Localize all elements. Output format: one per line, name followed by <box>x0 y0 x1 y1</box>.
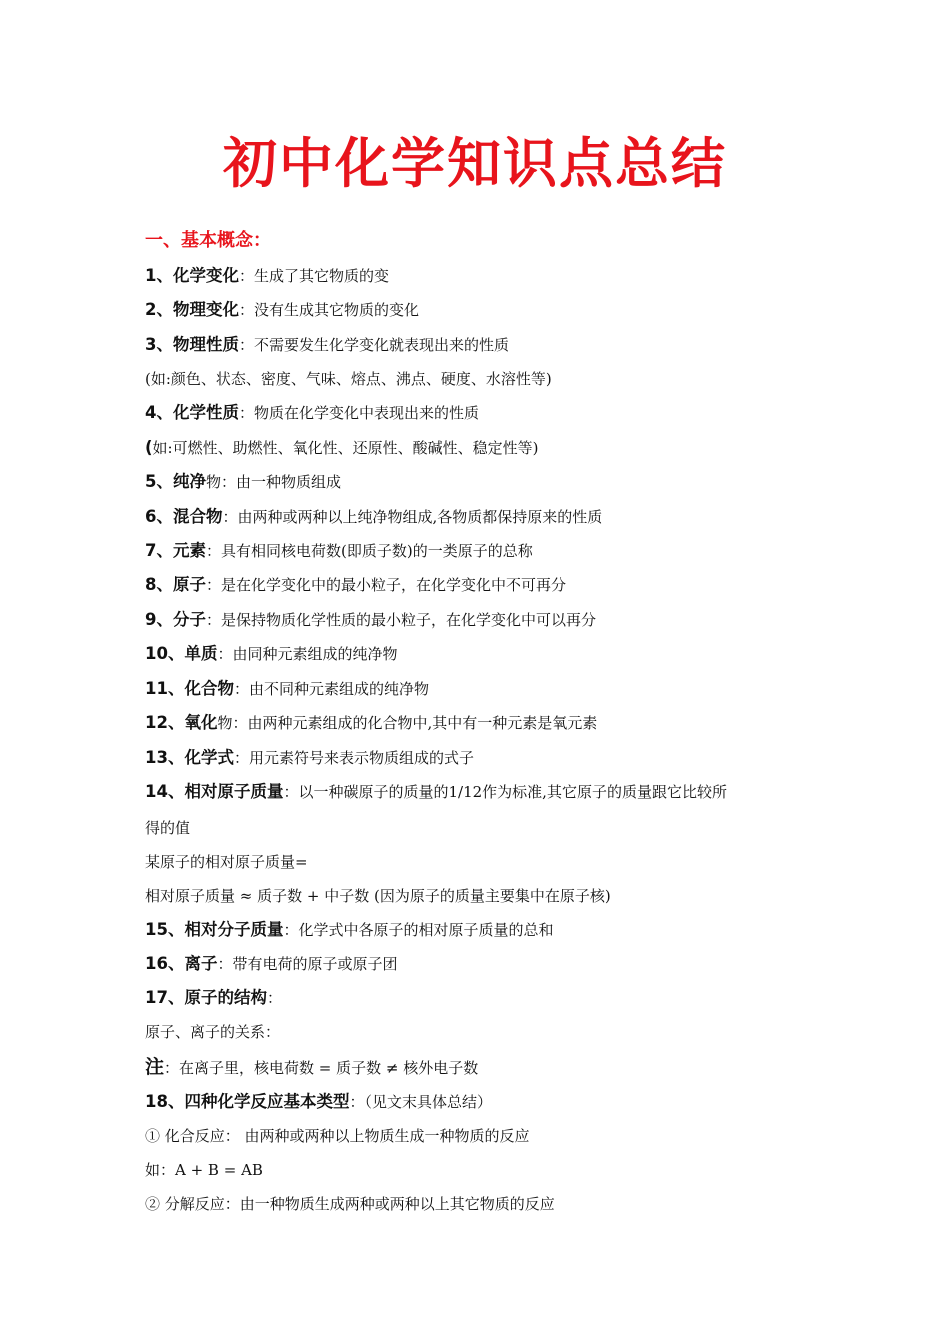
term-separator: ： <box>238 267 254 285</box>
term-heading: 7、元素 <box>145 541 206 560</box>
term-separator: ： <box>164 1059 180 1077</box>
section-heading: 一、基本概念： <box>145 230 271 251</box>
term-heading: 18、四种化学反应基本类型 <box>145 1092 350 1111</box>
term-heading: 16、离子 <box>145 954 218 973</box>
text-line <box>145 952 825 976</box>
text-line <box>145 780 825 804</box>
text-line <box>145 539 825 563</box>
text-line <box>145 333 825 357</box>
term-heading: 8、原子 <box>145 575 206 594</box>
term-heading: 11、化合物 <box>145 679 234 698</box>
text-line <box>145 1055 825 1080</box>
term-definition: 如：A + B = AB <box>145 1161 263 1179</box>
term-definition: 物质在化学变化中表现出来的性质 <box>254 404 480 422</box>
text-line <box>145 573 825 597</box>
term-definition: 生成了其它物质的变 <box>254 267 390 285</box>
text-line <box>145 298 825 322</box>
term-definition: 由两种或两种以上纯净物组成,各物质都保持原来的性质 <box>237 508 603 526</box>
term-definition: （见文末具体总结） <box>364 1093 492 1111</box>
term-heading: 12、氧化 <box>145 713 218 732</box>
term-definition: ① 化合反应： 由两种或两种以上物质生成一种物质的反应 <box>145 1127 530 1145</box>
term-definition: 由两种元素组成的化合物中,其中有一种元素是氧元素 <box>247 714 598 732</box>
term-separator: ： <box>217 955 233 973</box>
text-line <box>145 816 825 840</box>
note-label: 注 <box>145 1056 165 1078</box>
term-heading: 15、相对分子质量 <box>145 920 284 939</box>
term-definition: 原子、离子的关系： <box>145 1023 281 1041</box>
term-separator: ： <box>205 542 221 560</box>
term-separator: ： <box>266 989 282 1007</box>
term-heading: 13、化学式 <box>145 748 234 767</box>
term-definition: 是保持物质化学性质的最小粒子，在化学变化中可以再分 <box>221 611 597 629</box>
term-separator: ： <box>233 680 249 698</box>
term-separator: ： <box>238 301 254 319</box>
text-line <box>145 367 825 391</box>
text-line <box>145 918 825 942</box>
term-definition: 由一种物质组成 <box>236 473 342 491</box>
term-definition: 相对原子质量 ≈ 质子数 + 中子数 (因为原子的质量主要集中在原子核) <box>145 887 611 905</box>
term-heading: 3、物理性质 <box>145 335 239 354</box>
text-line <box>145 677 825 701</box>
term-definition: 如:可燃性、助燃性、氧化性、还原性、酸碱性、稳定性等) <box>152 439 539 457</box>
text-line <box>145 1192 825 1216</box>
text-line <box>145 264 825 288</box>
term-separator: 物： <box>217 714 248 732</box>
text-line <box>145 608 825 632</box>
term-definition: 是在化学变化中的最小粒子，在化学变化中不可再分 <box>221 576 567 594</box>
text-line <box>145 436 825 460</box>
term-definition: 由不同种元素组成的纯净物 <box>248 680 429 698</box>
term-definition: 在离子里，核电荷数 = 质子数 ≠ 核外电子数 <box>179 1059 479 1077</box>
text-line <box>145 1124 825 1148</box>
text-line <box>145 642 825 666</box>
term-definition: 用元素符号来表示物质组成的式子 <box>248 749 474 767</box>
text-line <box>145 850 825 874</box>
term-heading: 14、相对原子质量 <box>145 782 284 801</box>
term-separator: ： <box>222 508 238 526</box>
term-definition: (如:颜色、状态、密度、气味、熔点、沸点、硬度、水溶性等) <box>145 370 552 388</box>
term-separator: ： <box>349 1093 365 1111</box>
term-definition: 具有相同核电荷数(即质子数)的一类原子的总称 <box>221 542 533 560</box>
text-line <box>145 505 825 529</box>
term-separator: ： <box>238 404 254 422</box>
term-separator: ： <box>238 336 254 354</box>
term-definition: 由同种元素组成的纯净物 <box>232 645 398 663</box>
text-line <box>145 711 825 735</box>
text-line <box>145 1020 825 1044</box>
term-heading: 2、物理变化 <box>145 300 239 319</box>
term-heading: 10、单质 <box>145 644 218 663</box>
term-heading: 5、纯净 <box>145 472 206 491</box>
text-line <box>145 986 825 1010</box>
text-line <box>145 1158 825 1182</box>
term-separator: ： <box>283 921 299 939</box>
term-definition: ② 分解反应：由一种物质生成两种或两种以上其它物质的反应 <box>145 1195 555 1213</box>
text-line <box>145 470 825 494</box>
text-line <box>145 884 825 908</box>
text-line <box>145 1090 825 1114</box>
text-line <box>145 746 825 770</box>
term-definition: 某原子的相对原子质量= <box>145 853 308 871</box>
term-heading: 17、原子的结构 <box>145 988 267 1007</box>
term-separator: ： <box>205 576 221 594</box>
term-separator: 物： <box>205 473 236 491</box>
page-title: 初中化学知识点总结 <box>223 131 727 195</box>
term-separator: ： <box>283 783 299 801</box>
term-separator: ： <box>233 749 249 767</box>
term-definition: 带有电荷的原子或原子团 <box>232 955 398 973</box>
term-heading: 1、化学变化 <box>145 266 239 285</box>
text-line <box>145 401 825 425</box>
term-definition: 化学式中各原子的相对原子质量的总和 <box>298 921 554 939</box>
term-heading: 6、混合物 <box>145 507 223 526</box>
term-definition: 以一种碳原子的质量的1/12作为标准,其它原子的质量跟它比较所 <box>298 783 727 801</box>
term-separator: ： <box>217 645 233 663</box>
term-definition: 不需要发生化学变化就表现出来的性质 <box>254 336 510 354</box>
term-heading: ( <box>145 438 153 457</box>
term-separator: ： <box>205 611 221 629</box>
term-definition: 没有生成其它物质的变化 <box>254 301 420 319</box>
term-definition: 得的值 <box>145 819 191 837</box>
term-heading: 4、化学性质 <box>145 403 239 422</box>
term-heading: 9、分子 <box>145 610 206 629</box>
